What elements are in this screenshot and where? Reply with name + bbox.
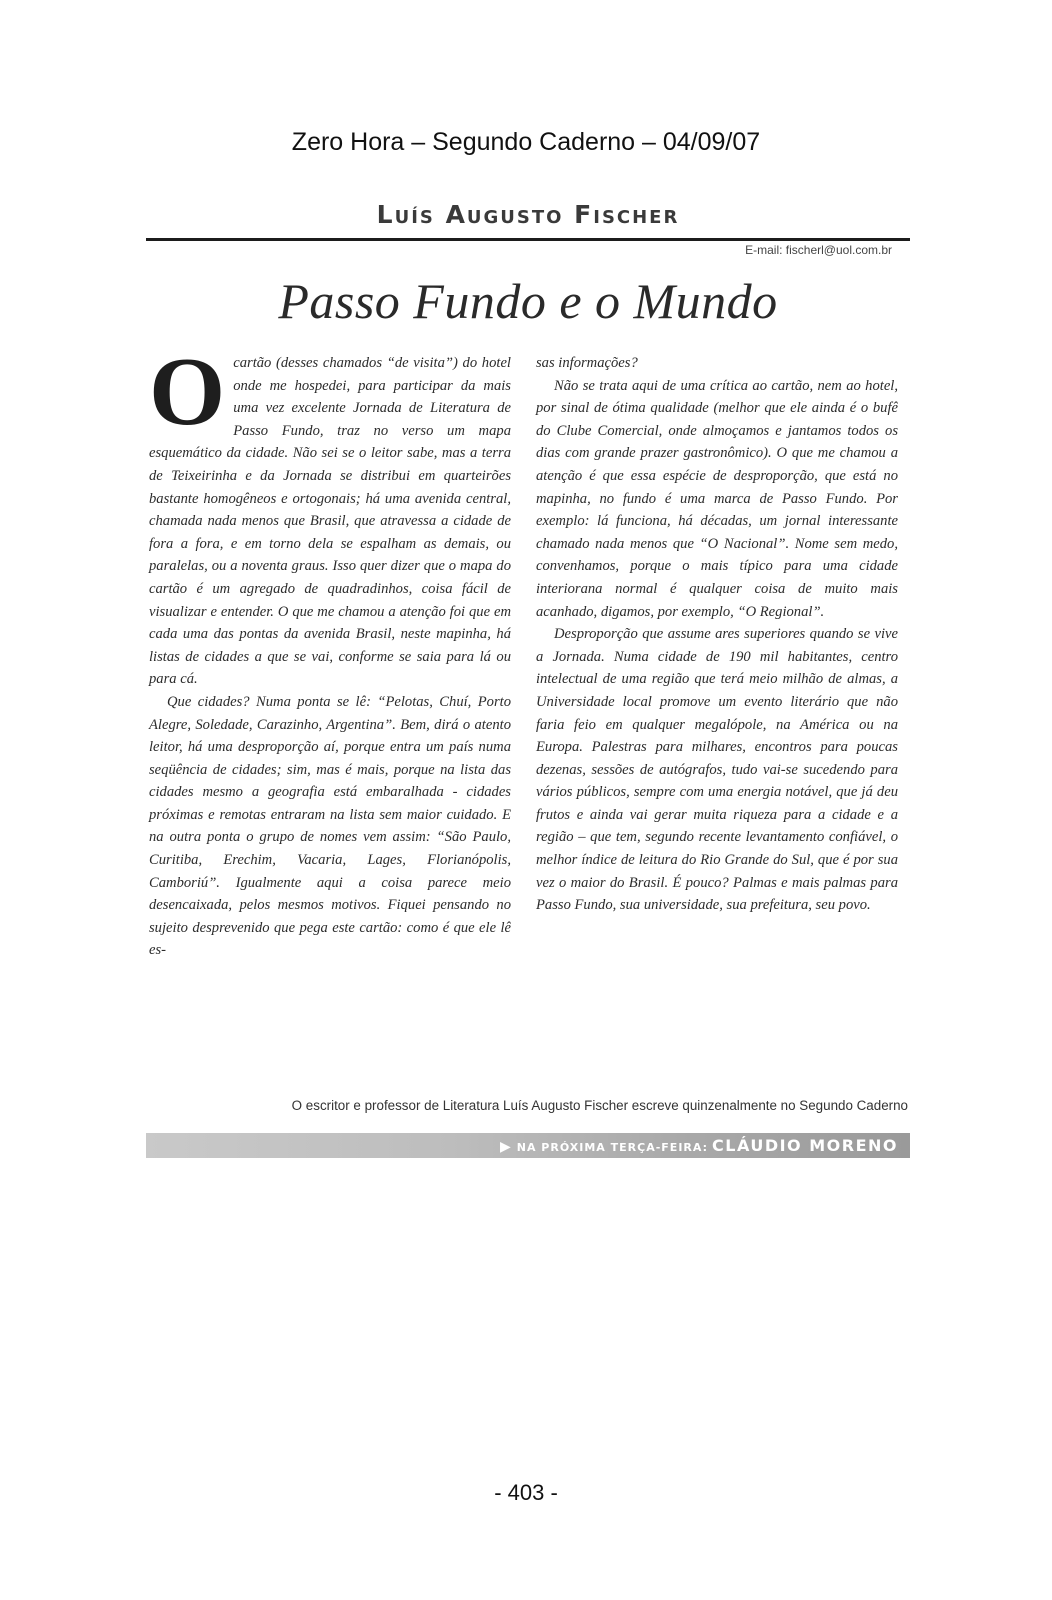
banner-label: NA PRÓXIMA TERÇA-FEIRA: — [516, 1141, 708, 1154]
newspaper-header: Zero Hora – Segundo Caderno – 04/09/07 — [291, 128, 761, 156]
drop-cap: O — [149, 338, 226, 446]
article-title: Passo Fundo e o Mundo — [278, 273, 778, 329]
article-column-right — [536, 352, 898, 917]
article-column-left — [149, 338, 511, 962]
page-number: - 403 - — [494, 1480, 558, 1505]
author-email: E-mail: fischerl@uol.com.br — [745, 243, 892, 257]
next-column-banner — [146, 1133, 910, 1158]
author-name: Luís Augusto Fischer — [376, 200, 680, 229]
article-paragraph: Que cidades? Numa ponta se lê: “Pelotas, Chuí, Porto Alegre, Soledade, Carazinho, Argentina”. Bem, dirá o atento leitor, há uma desproporção aí, porque entra um país numa seqüência de cidades; sim, mas é mais, porque na lista das cidades mesmo a geografia está embaralhada - cidades próximas e remotas entraram na lista sem maior cuidado. E na outra ponta o grupo de nomes vem assim: “São Paulo, Curitiba, Erechim, Vacaria, Lages, Florianópolis, Camboriú”. Igualmente aqui a coisa parece meio desencaixada, pelos mesmos motivos. Fiquei pensando no sujeito desprevenido que pega este cartão: como é que ele lê es- — [149, 693, 511, 959]
article-paragraph — [149, 338, 511, 691]
article-paragraph: Desproporção que assume ares superiores quando se vive a Jornada. Numa cidade de 190 mil habitantes, centro intelectual de uma região que terá meio milhão de almas, a Universidade local promove um evento literário que não faria feio em qualquer megalópole, na América ou na Europa. Palestras para milhares, encontros para poucas dezenas, sessões de autógrafos, tudo vai-se sucedendo para vários públicos, sempre com uma energia notável, que já deu frutos e ainda vai gerar muita riqueza para a cidade e a região – que tem, segundo recente levantamento confiável, o melhor índice de leitura do Rio Grande do Sul, que é por sua vez o maior do Brasil. É pouco? Palmas e mais palmas para Passo Fundo, sua universidade, sua prefeitura, seu povo. — [536, 626, 898, 914]
article-paragraph: Não se trata aqui de uma crítica ao cartão, nem ao hotel, por sinal de ótima qualidade (melhor que ele ainda é o bufê do Clube Comercial, onde almoçamos e jantamos todos os dias com grande prazer gastronômico). O que me chamou a atenção é que essa espécie de desproporção, que está no mapinha, no fundo é uma marca de Passo Fundo. Por exemplo: lá funciona, há décadas, um jornal interessante chamado nada menos que “O Nacional”. Nome sem medo, convenhamos, porque o mais típico para uma cidade interiorana normal é qualquer coisa de muito mais acanhado, digamos, por exemplo, “O Regional”. — [536, 377, 898, 620]
author-footnote: O escritor e professor de Literatura Luís Augusto Fischer escreve quinzenalmente no Segundo Caderno — [291, 1098, 908, 1113]
banner-next-author: CLÁUDIO MORENO — [712, 1136, 898, 1155]
play-arrow-icon: ▶ — [499, 1139, 511, 1155]
banner-text — [500, 1136, 898, 1155]
header-rule — [146, 238, 910, 241]
paragraph-text: cartão (desses chamados “de visita”) do hotel onde me hospedei, para participar da mais uma vez excelente Jornada de Literatura de Passo Fundo, traz no verso um mapa esquemático da cidade. Não sei se o leitor sabe, mas a terra de Teixeirinha e da Jornada se distribui em quarteirões bastante homogêneos e ortogonais; há uma avenida central, chamada nada menos que Brasil, que atravessa a cidade de fora a fora, e em torno dela se espalham as demais, ou paralelas, ou a noventa graus. Isso quer dizer que o mapa do cartão é um agregado de quadradinhos, coisa fácil de visualizar e entender. O que me chamou a atenção foi que em cada uma das pontas da avenida Brasil, neste mapinha, há listas de cidades a que se vai, conforme se saia para lá ou para cá. — [149, 355, 511, 688]
article-paragraph: sas informações? — [536, 355, 638, 371]
